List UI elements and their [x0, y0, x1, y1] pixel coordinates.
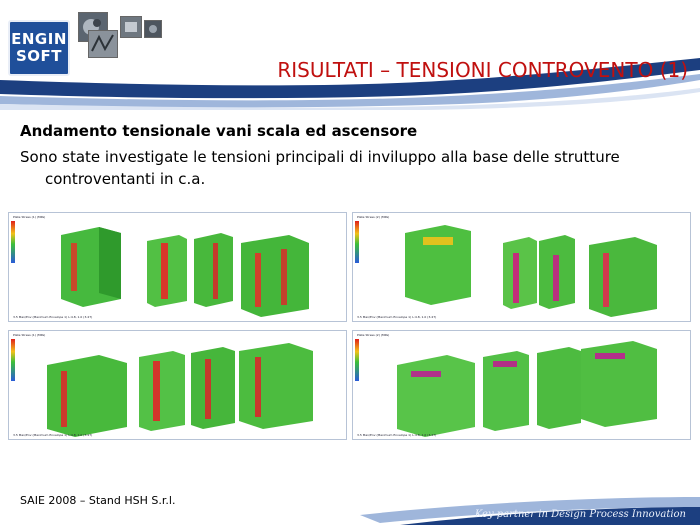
thumbnail-image-2 [88, 30, 118, 58]
panel-title: Plate Stress (2) (MPa) [357, 333, 390, 337]
stress-result-panel-top-left [8, 212, 347, 322]
panel-title: Plate Stress (1) (MPa) [13, 333, 46, 337]
body-line-1: Sono state investigate le tensioni principali di inviluppo alla base delle strutture [20, 148, 620, 166]
slide-title: RISULTATI – TENSIONI CONTROVENTO (1) [277, 58, 688, 82]
fem-stress-contour-image [353, 331, 691, 440]
fem-stress-contour-image [9, 213, 347, 322]
logo-text-line2: SOFT [15, 47, 63, 65]
body-line-2: controventanti in c.a. [45, 170, 206, 188]
section-subtitle: Andamento tensionale vani scala ed ascensore [20, 122, 418, 140]
panel-footer: 3.5 Max/Env (Maximum Envelope 1) L:4.8, 1.0 (3.47) [13, 433, 93, 437]
stress-result-panel-top-right [352, 212, 691, 322]
enginsoft-logo [8, 20, 70, 76]
panel-title: Plate Stress (2) (MPa) [357, 215, 390, 219]
thumbnail-image-4 [144, 20, 162, 38]
fem-stress-contour-image [353, 213, 691, 322]
thumbnail-image-3 [120, 16, 142, 38]
stress-result-panel-bottom-left [8, 330, 347, 440]
panel-footer: 3.5 Max/Env (Maximum Envelope 1) L:4.8, 1.0 (3.47) [357, 315, 437, 319]
footer-event-text: SAIE 2008 – Stand HSH S.r.l. [20, 494, 176, 507]
panel-footer: 3.5 Max/Env (Maximum Envelope 1) L:4.8, 1.0 (3.47) [13, 315, 93, 319]
footer-tagline: Key partner in Design Process Innovation [474, 509, 686, 520]
panel-title: Plate Stress (1) (MPa) [13, 215, 46, 219]
body-paragraph [20, 146, 660, 190]
panel-footer: 3.5 Max/Env (Maximum Envelope 1) L:4.8, 1.0 (3.47) [357, 433, 437, 437]
stress-result-panel-bottom-right [352, 330, 691, 440]
fem-stress-contour-image [9, 331, 347, 440]
logo-text-line1: ENGIN [11, 30, 67, 48]
